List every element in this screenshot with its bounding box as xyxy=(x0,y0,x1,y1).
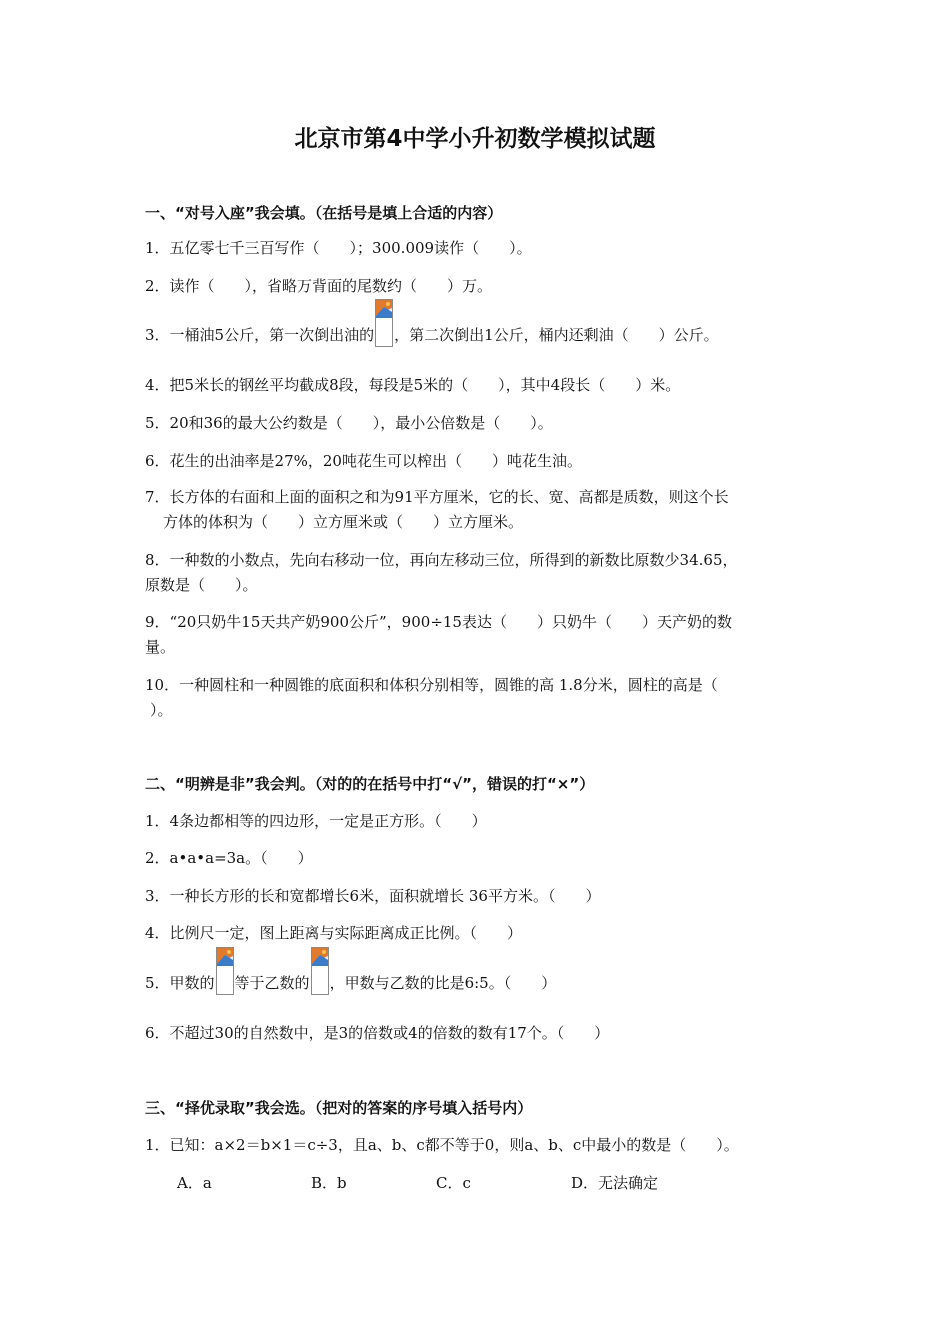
question-1-2: 2．读作（ ），省略万背面的尾数约（ ）万。 xyxy=(145,277,493,295)
question-1-1: 1．五亿零七千三百写作（ ）；300.009读作（ ）。 xyxy=(145,239,532,257)
question-1-8-line-1: 8．一种数的小数点，先向右移动一位，再向左移动三位，所得到的新数比原数少34.65， xyxy=(145,551,738,569)
question-1-7-line-2: 方体的体积为（ ）立方厘米或（ ）立方厘米。 xyxy=(163,513,524,531)
section-1-heading: 一、“对号入座”我会填。（在括号是填上合适的内容） xyxy=(145,204,503,222)
section-3-heading: 三、“择优录取”我会选。（把对的答案的序号填入括号内） xyxy=(145,1099,533,1117)
question-2-5-part-1: 5．甲数的 xyxy=(145,974,215,992)
question-1-8-line-2: 原数是（ ）。 xyxy=(145,576,258,594)
option-d: D．无法确定 xyxy=(571,1174,659,1192)
broken-image-icon xyxy=(216,947,234,995)
section-2-heading: 二、“明辨是非”我会判。（对的的在括号中打“√”，错误的打“×”） xyxy=(145,775,595,793)
question-1-10-line-1: 10．一种圆柱和一种圆锥的底面积和体积分别相等，圆锥的高 1.8分米，圆柱的高是（ xyxy=(145,676,718,694)
question-1-3 xyxy=(145,324,813,347)
question-1-10-line-2: ）。 xyxy=(150,701,173,719)
question-1-7-line-1: 7．长方体的右面和上面的面积之和为91平方厘米，它的长、宽、高都是质数，则这个长 xyxy=(145,488,729,506)
page-title: 北京市第4中学小升初数学模拟试题 xyxy=(294,126,656,152)
question-3-1-options xyxy=(0,1172,950,1194)
option-b: B．b xyxy=(311,1174,347,1192)
question-2-1: 1．4条边都相等的四边形，一定是正方形。（ ） xyxy=(145,812,487,830)
option-a: A．a xyxy=(177,1174,212,1192)
question-1-6: 6．花生的出油率是27%，20吨花生可以榨出（ ）吨花生油。 xyxy=(145,452,582,470)
question-2-4: 4．比例尺一定，图上距离与实际距离成正比例。（ ） xyxy=(145,924,523,942)
broken-image-icon xyxy=(375,299,393,347)
question-2-5 xyxy=(145,972,813,995)
option-c: C．c xyxy=(436,1174,471,1192)
question-2-5-part-3: ，甲数与乙数的比是6:5。（ ） xyxy=(329,974,557,992)
question-1-5: 5．20和36的最大公约数是（ ），最小公倍数是（ ）。 xyxy=(145,414,553,432)
question-1-9-line-1: 9．“20只奶牛15天共产奶900公斤”，900÷15表达（ ）只奶牛（ ）天产奶的数 xyxy=(145,613,732,631)
question-3-1: 1．已知：a×2＝b×1＝c÷3，且a、b、c都不等于0，则a、b、c中最小的数是（ ）。 xyxy=(145,1136,739,1154)
question-2-3: 3．一种长方形的长和宽都增长6米，面积就增长 36平方米。（ ） xyxy=(145,887,601,905)
question-1-4: 4．把5米长的钢丝平均截成8段，每段是5米的（ ），其中4段长（ ）米。 xyxy=(145,376,681,394)
question-2-5-part-2: 等于乙数的 xyxy=(234,974,310,992)
question-1-9-line-2: 量。 xyxy=(145,638,176,656)
question-2-6: 6．不超过30的自然数中，是3的倍数或4的倍数的数有17个。（ ） xyxy=(145,1024,610,1042)
question-2-2: 2．a•a•a=3a。（ ） xyxy=(145,849,313,867)
broken-image-icon xyxy=(311,947,329,995)
question-1-3-text-after: ，第二次倒出1公斤，桶内还剩油（ ）公斤。 xyxy=(394,326,719,344)
question-1-3-text-before: 3．一桶油5公斤，第一次倒出油的 xyxy=(145,326,375,344)
